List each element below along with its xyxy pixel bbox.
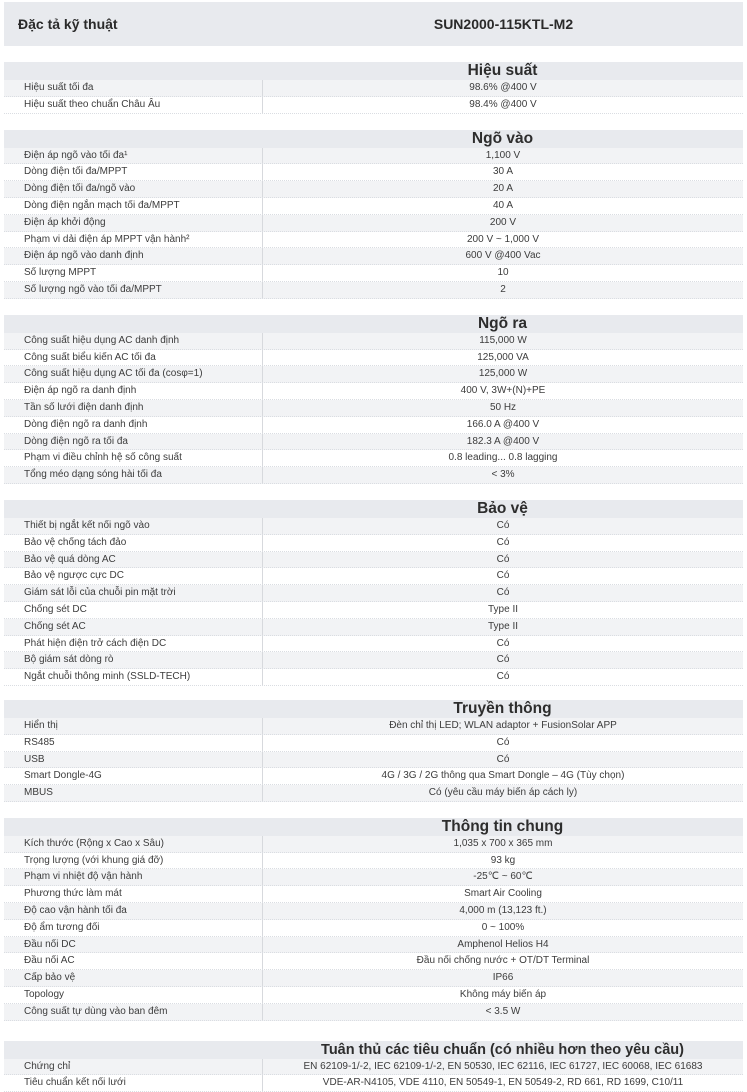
spec-row (4, 585, 743, 602)
spec-label: Hiển thị (24, 719, 58, 731)
spec-row (4, 886, 743, 903)
spec-row (4, 97, 743, 114)
spec-row (4, 181, 743, 198)
spec-label: Chống sét AC (24, 620, 86, 632)
spec-row (4, 953, 743, 970)
spec-value: 400 V, 3W+(N)+PE (262, 383, 743, 399)
spec-value: Có (262, 735, 743, 751)
spec-label: Phát hiện điện trở cách điện DC (24, 637, 167, 649)
spec-row (4, 1004, 743, 1021)
spec-value: Có (yêu cầu máy biến áp cách ly) (262, 785, 743, 801)
spec-label: Trọng lượng (với khung giá đỡ) (24, 854, 164, 866)
spec-label: Tiêu chuẩn kết nối lưới (24, 1077, 126, 1089)
spec-value: 40 A (262, 198, 743, 214)
spec-label: Chống sét DC (24, 603, 87, 615)
section-title-text: Ngõ vào (471, 129, 534, 147)
spec-value: Amphenol Helios H4 (262, 937, 743, 953)
spec-label: Số lượng ngõ vào tối đa/MPPT (24, 283, 162, 295)
spec-value: Có (262, 585, 743, 601)
spec-label: Cấp bảo vệ (24, 972, 76, 984)
spec-row (4, 937, 743, 954)
spec-row (4, 383, 743, 400)
spec-row (4, 350, 743, 367)
spec-label: Bảo vệ chống tách đảo (24, 536, 127, 548)
spec-header (4, 2, 743, 46)
spec-sections (4, 62, 743, 1092)
spec-value: 98.6% @400 V (262, 80, 743, 96)
spec-row (4, 400, 743, 417)
spec-row (4, 265, 743, 282)
section-title-text: Hiệu suất (467, 62, 538, 79)
spec-label: Độ ẩm tương đối (24, 921, 100, 933)
spec-label: Dòng điện tối đa/MPPT (24, 166, 128, 178)
section-title-protection (4, 500, 743, 518)
spec-label: Phạm vi dải điện áp MPPT vận hành² (24, 233, 190, 245)
spec-row (4, 80, 743, 97)
section-title-text: Tuân thủ các tiêu chuẩn (có nhiều hơn theo yêu cầu) (321, 1041, 684, 1058)
spec-row (4, 836, 743, 853)
spec-row (4, 652, 743, 669)
spec-row (4, 518, 743, 535)
spec-value: 10 (262, 265, 743, 281)
spec-value: 200 V (262, 215, 743, 231)
spec-label: Hiệu suất theo chuẩn Châu Âu (24, 98, 161, 110)
section-title-input (4, 130, 743, 148)
spec-row (4, 735, 743, 752)
spec-value: 166.0 A @400 V (262, 417, 743, 433)
spec-row (4, 248, 743, 265)
spec-row (4, 232, 743, 249)
spec-row (4, 333, 743, 350)
spec-value: 182.3 A @400 V (262, 434, 743, 450)
spec-label: Dòng điện ngắn mạch tối đa/MPPT (24, 199, 180, 211)
spec-value: Đầu nối chống nước + OT/DT Terminal (262, 953, 743, 969)
spec-label: RS485 (24, 736, 55, 748)
spec-label: Đầu nối DC (24, 938, 76, 950)
spec-value: Không máy biến áp (262, 987, 743, 1003)
spec-value: < 3.5 W (262, 1004, 743, 1020)
spec-value: 20 A (262, 181, 743, 197)
spec-row (4, 1075, 743, 1092)
spec-value: Đèn chỉ thị LED; WLAN adaptor + FusionSolar APP (262, 718, 743, 734)
spec-label: Thiết bị ngắt kết nối ngõ vào (24, 519, 150, 531)
spec-value: 4,000 m (13,123 ft.) (262, 903, 743, 919)
spec-value: 1,035 x 700 x 365 mm (262, 836, 743, 852)
spec-label: Phạm vi nhiệt độ vận hành (24, 871, 143, 883)
spec-label: Công suất hiệu dụng AC tối đa (cosφ=1) (24, 368, 203, 380)
spec-label: Điện áp ngõ ra danh định (24, 385, 137, 397)
spec-row (4, 920, 743, 937)
spec-label: Smart Dongle-4G (24, 770, 102, 782)
spec-value: Smart Air Cooling (262, 886, 743, 902)
spec-value: 4G / 3G / 2G thông qua Smart Dongle – 4G (Tùy chọn) (262, 768, 743, 784)
spec-row (4, 215, 743, 232)
section-title-text: Ngõ ra (477, 314, 528, 332)
spec-row (4, 903, 743, 920)
spec-row (4, 636, 743, 653)
spec-value: -25℃ ~ 60℃ (262, 869, 743, 885)
spec-label: Điện áp ngõ vào danh định (24, 250, 144, 262)
spec-label: Độ cao vận hành tối đa (24, 905, 127, 917)
spec-row (4, 148, 743, 165)
spec-row (4, 669, 743, 686)
spec-row (4, 619, 743, 636)
spec-label: Bảo vệ quá dòng AC (24, 553, 116, 565)
spec-row (4, 768, 743, 785)
spec-label: Số lượng MPPT (24, 267, 97, 279)
spec-label: Bộ giám sát dòng rò (24, 654, 114, 666)
spec-row (4, 417, 743, 434)
spec-row (4, 602, 743, 619)
spec-value: 600 V @400 Vac (262, 248, 743, 264)
spec-label: Chứng chỉ (24, 1060, 71, 1072)
spec-value: Type II (262, 602, 743, 618)
spec-label: Bảo vệ ngược cực DC (24, 570, 124, 582)
spec-row (4, 282, 743, 299)
spec-label: Ngắt chuỗi thông minh (SSLD-TECH) (24, 671, 191, 683)
spec-label: MBUS (24, 787, 53, 799)
section-title-communication (4, 700, 743, 718)
section-title-text: Bảo vệ (477, 499, 528, 517)
spec-row (4, 752, 743, 769)
spec-row (4, 535, 743, 552)
spec-row (4, 785, 743, 802)
model-name: SUN2000-115KTL-M2 (433, 16, 574, 32)
spec-row (4, 970, 743, 987)
spec-label: Đầu nối AC (24, 955, 75, 967)
spec-value: IP66 (262, 970, 743, 986)
spec-value: 0 ~ 100% (262, 920, 743, 936)
section-title-text: Thông tin chung (441, 817, 564, 835)
spec-label: Giám sát lỗi của chuỗi pin mặt trời (24, 587, 176, 599)
spec-label: Điện áp khởi động (24, 216, 106, 228)
spec-label: Điện áp ngõ vào tối đa¹ (24, 149, 128, 161)
spec-label: Phạm vi điều chỉnh hệ số công suất (24, 452, 182, 464)
spec-value: Có (262, 652, 743, 668)
spec-row (4, 987, 743, 1004)
spec-row (4, 198, 743, 215)
spec-value: Có (262, 518, 743, 534)
spec-value: Có (262, 636, 743, 652)
spec-sheet (4, 0, 743, 1092)
spec-value: VDE-AR-N4105, VDE 4110, EN 50549-1, EN 50549-2, RD 661, RD 1699, C10/11 (262, 1075, 743, 1091)
spec-value: 0.8 leading... 0.8 lagging (262, 450, 743, 466)
spec-value: Có (262, 568, 743, 584)
spec-value: Type II (262, 619, 743, 635)
spec-label: Tần số lưới điện danh định (24, 401, 144, 413)
spec-label: Công suất biểu kiến AC tối đa (24, 351, 156, 363)
spec-label: Dòng điện ngõ ra danh định (24, 418, 148, 430)
spec-row (4, 869, 743, 886)
spec-label: Topology (24, 989, 65, 1001)
section-title-output (4, 315, 743, 333)
spec-row (4, 164, 743, 181)
section-title-general (4, 818, 743, 836)
spec-value: 93 kg (262, 853, 743, 869)
spec-label: Kích thước (Rộng x Cao x Sâu) (24, 837, 164, 849)
spec-row (4, 467, 743, 484)
spec-value: 125,000 VA (262, 350, 743, 366)
section-title-efficiency (4, 62, 743, 80)
spec-header-label: Đặc tả kỹ thuật (18, 16, 118, 32)
spec-label: USB (24, 753, 45, 765)
spec-label: Dòng điện tối đa/ngõ vào (24, 183, 136, 195)
spec-value: 200 V ~ 1,000 V (262, 232, 743, 248)
spec-row (4, 366, 743, 383)
spec-value: Có (262, 669, 743, 685)
spec-value: 1,100 V (262, 148, 743, 164)
spec-value: EN 62109-1/-2, IEC 62109-1/-2, EN 50530, IEC 62116, IEC 61727, IEC 60068, IEC 61683 (262, 1059, 743, 1075)
spec-label: Phương thức làm mát (24, 888, 122, 900)
spec-row (4, 718, 743, 735)
spec-row (4, 552, 743, 569)
spec-value: 98.4% @400 V (262, 97, 743, 113)
spec-row (4, 568, 743, 585)
spec-label: Công suất tự dùng vào ban đêm (24, 1005, 168, 1017)
spec-label: Hiệu suất tối đa (24, 82, 94, 93)
spec-value: < 3% (262, 467, 743, 483)
spec-row (4, 1059, 743, 1076)
spec-value: Có (262, 752, 743, 768)
spec-value: 30 A (262, 164, 743, 180)
spec-row (4, 853, 743, 870)
spec-value: 50 Hz (262, 400, 743, 416)
spec-value: 125,000 W (262, 366, 743, 382)
section-title-text: Truyền thông (453, 699, 552, 717)
spec-value: Có (262, 535, 743, 551)
spec-value: 115,000 W (262, 333, 743, 349)
spec-value: Có (262, 552, 743, 568)
spec-value: 2 (262, 282, 743, 298)
spec-label: Công suất hiệu dụng AC danh định (24, 334, 180, 346)
spec-row (4, 434, 743, 451)
spec-row (4, 450, 743, 467)
spec-label: Tổng méo dạng sóng hài tối đa (24, 469, 162, 481)
section-title-compliance (4, 1041, 743, 1059)
spec-label: Dòng điện ngõ ra tối đa (24, 435, 128, 447)
